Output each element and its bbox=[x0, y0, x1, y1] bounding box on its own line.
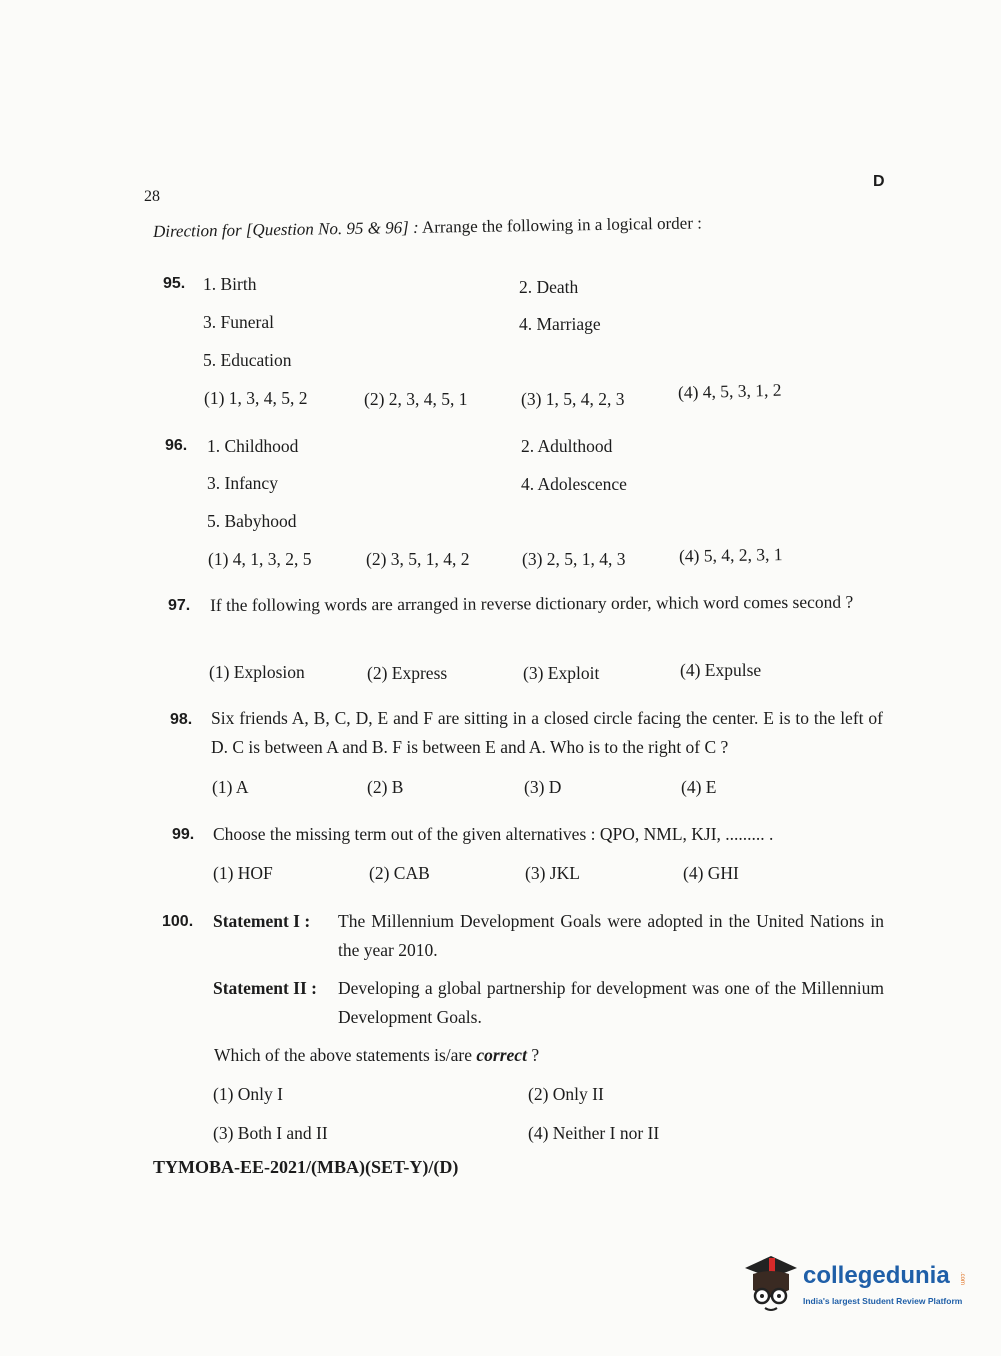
q100-question-suffix: ? bbox=[531, 1045, 540, 1065]
q97-text: If the following words are arranged in reverse dictionary order, which word comes second ? bbox=[210, 591, 854, 615]
logo-com: .com bbox=[959, 1272, 965, 1286]
q96-option: (2) 3, 5, 1, 4, 2 bbox=[366, 549, 470, 569]
question-number-98: 98. bbox=[170, 711, 193, 728]
question-number-95: 95. bbox=[163, 275, 186, 292]
q99-option: (1) HOF bbox=[213, 863, 273, 883]
q95-item: 2. Death bbox=[519, 277, 579, 297]
q100-option: (4) Neither I nor II bbox=[528, 1123, 660, 1143]
q96-item: 5. Babyhood bbox=[207, 511, 297, 531]
direction-prefix: Direction for [Question No. 95 & 96] : bbox=[152, 217, 419, 241]
q98-option: (4) E bbox=[681, 777, 717, 797]
mascot-icon bbox=[741, 1250, 801, 1314]
q95-option: (2) 2, 3, 4, 5, 1 bbox=[364, 389, 468, 409]
direction-line bbox=[153, 213, 702, 242]
q97-option: (1) Explosion bbox=[209, 662, 305, 682]
q95-option: (4) 4, 5, 3, 1, 2 bbox=[677, 379, 782, 403]
q95-option: (1) 1, 3, 4, 5, 2 bbox=[204, 388, 308, 408]
q97-option: (3) Exploit bbox=[523, 663, 600, 683]
question-number-96: 96. bbox=[165, 437, 188, 454]
q96-option: (1) 4, 1, 3, 2, 5 bbox=[208, 549, 312, 569]
statement-1-text: The Millennium Development Goals were adopted in the United Nations in the year 2010. bbox=[338, 911, 884, 960]
q98-option: (3) D bbox=[524, 777, 562, 797]
q100-option: (1) Only I bbox=[213, 1084, 283, 1104]
q96-item: 3. Infancy bbox=[207, 473, 278, 493]
q99-option: (2) CAB bbox=[369, 863, 430, 883]
collegedunia-logo bbox=[741, 1250, 971, 1314]
q95-item: 5. Education bbox=[203, 350, 292, 370]
q100-question bbox=[214, 1045, 539, 1066]
q98-option: (1) A bbox=[212, 777, 249, 797]
q100-question-prefix: Which of the above statements is/are bbox=[214, 1045, 473, 1065]
q99-option: (4) GHI bbox=[683, 863, 739, 883]
direction-text: Arrange the following in a logical order : bbox=[421, 213, 703, 237]
logo-wordmark: collegedunia bbox=[803, 1262, 950, 1289]
q95-item: 3. Funeral bbox=[203, 312, 274, 332]
q98-text: Six friends A, B, C, D, E and F are sitting in a closed circle facing the center. E is to the left of D. C is between A and B. F is between E and A. Who is to the right of C ? bbox=[211, 708, 883, 757]
set-code: D bbox=[873, 173, 885, 190]
paper-code-footer: TYMOBA-EE-2021/(MBA)(SET-Y)/(D) bbox=[153, 1157, 459, 1177]
q96-item: 4. Adolescence bbox=[521, 474, 627, 494]
q99-option: (3) JKL bbox=[525, 863, 580, 883]
q99-text: Choose the missing term out of the given alternatives : QPO, NML, KJI, ......... . bbox=[213, 824, 774, 844]
q96-item: 2. Adulthood bbox=[521, 436, 613, 456]
logo-tagline: India's largest Student Review Platform bbox=[803, 1296, 963, 1306]
q97-option: (2) Express bbox=[367, 663, 448, 683]
q96-option: (4) 5, 4, 2, 3, 1 bbox=[678, 544, 783, 566]
q100-option: (3) Both I and II bbox=[213, 1123, 328, 1143]
question-number-97: 97. bbox=[168, 597, 191, 614]
statement-1-label: Statement I : bbox=[213, 911, 311, 931]
q97-option: (4) Expulse bbox=[680, 660, 762, 680]
page-number: 28 bbox=[144, 188, 160, 205]
q96-option: (3) 2, 5, 1, 4, 3 bbox=[522, 549, 626, 569]
q95-item: 4. Marriage bbox=[519, 314, 601, 334]
question-number-99: 99. bbox=[172, 826, 195, 843]
q100-question-emphasis: correct bbox=[476, 1045, 527, 1065]
q95-item: 1. Birth bbox=[203, 274, 257, 294]
q96-item: 1. Childhood bbox=[207, 436, 299, 456]
q100-option: (2) Only II bbox=[528, 1084, 604, 1104]
question-number-100: 100. bbox=[162, 913, 194, 930]
statement-2-text: Developing a global partnership for development was one of the Millennium Development Goals. bbox=[338, 978, 884, 1027]
q98-option: (2) B bbox=[367, 777, 404, 797]
statement-2-label: Statement II : bbox=[213, 978, 318, 998]
q95-option: (3) 1, 5, 4, 2, 3 bbox=[521, 389, 625, 409]
